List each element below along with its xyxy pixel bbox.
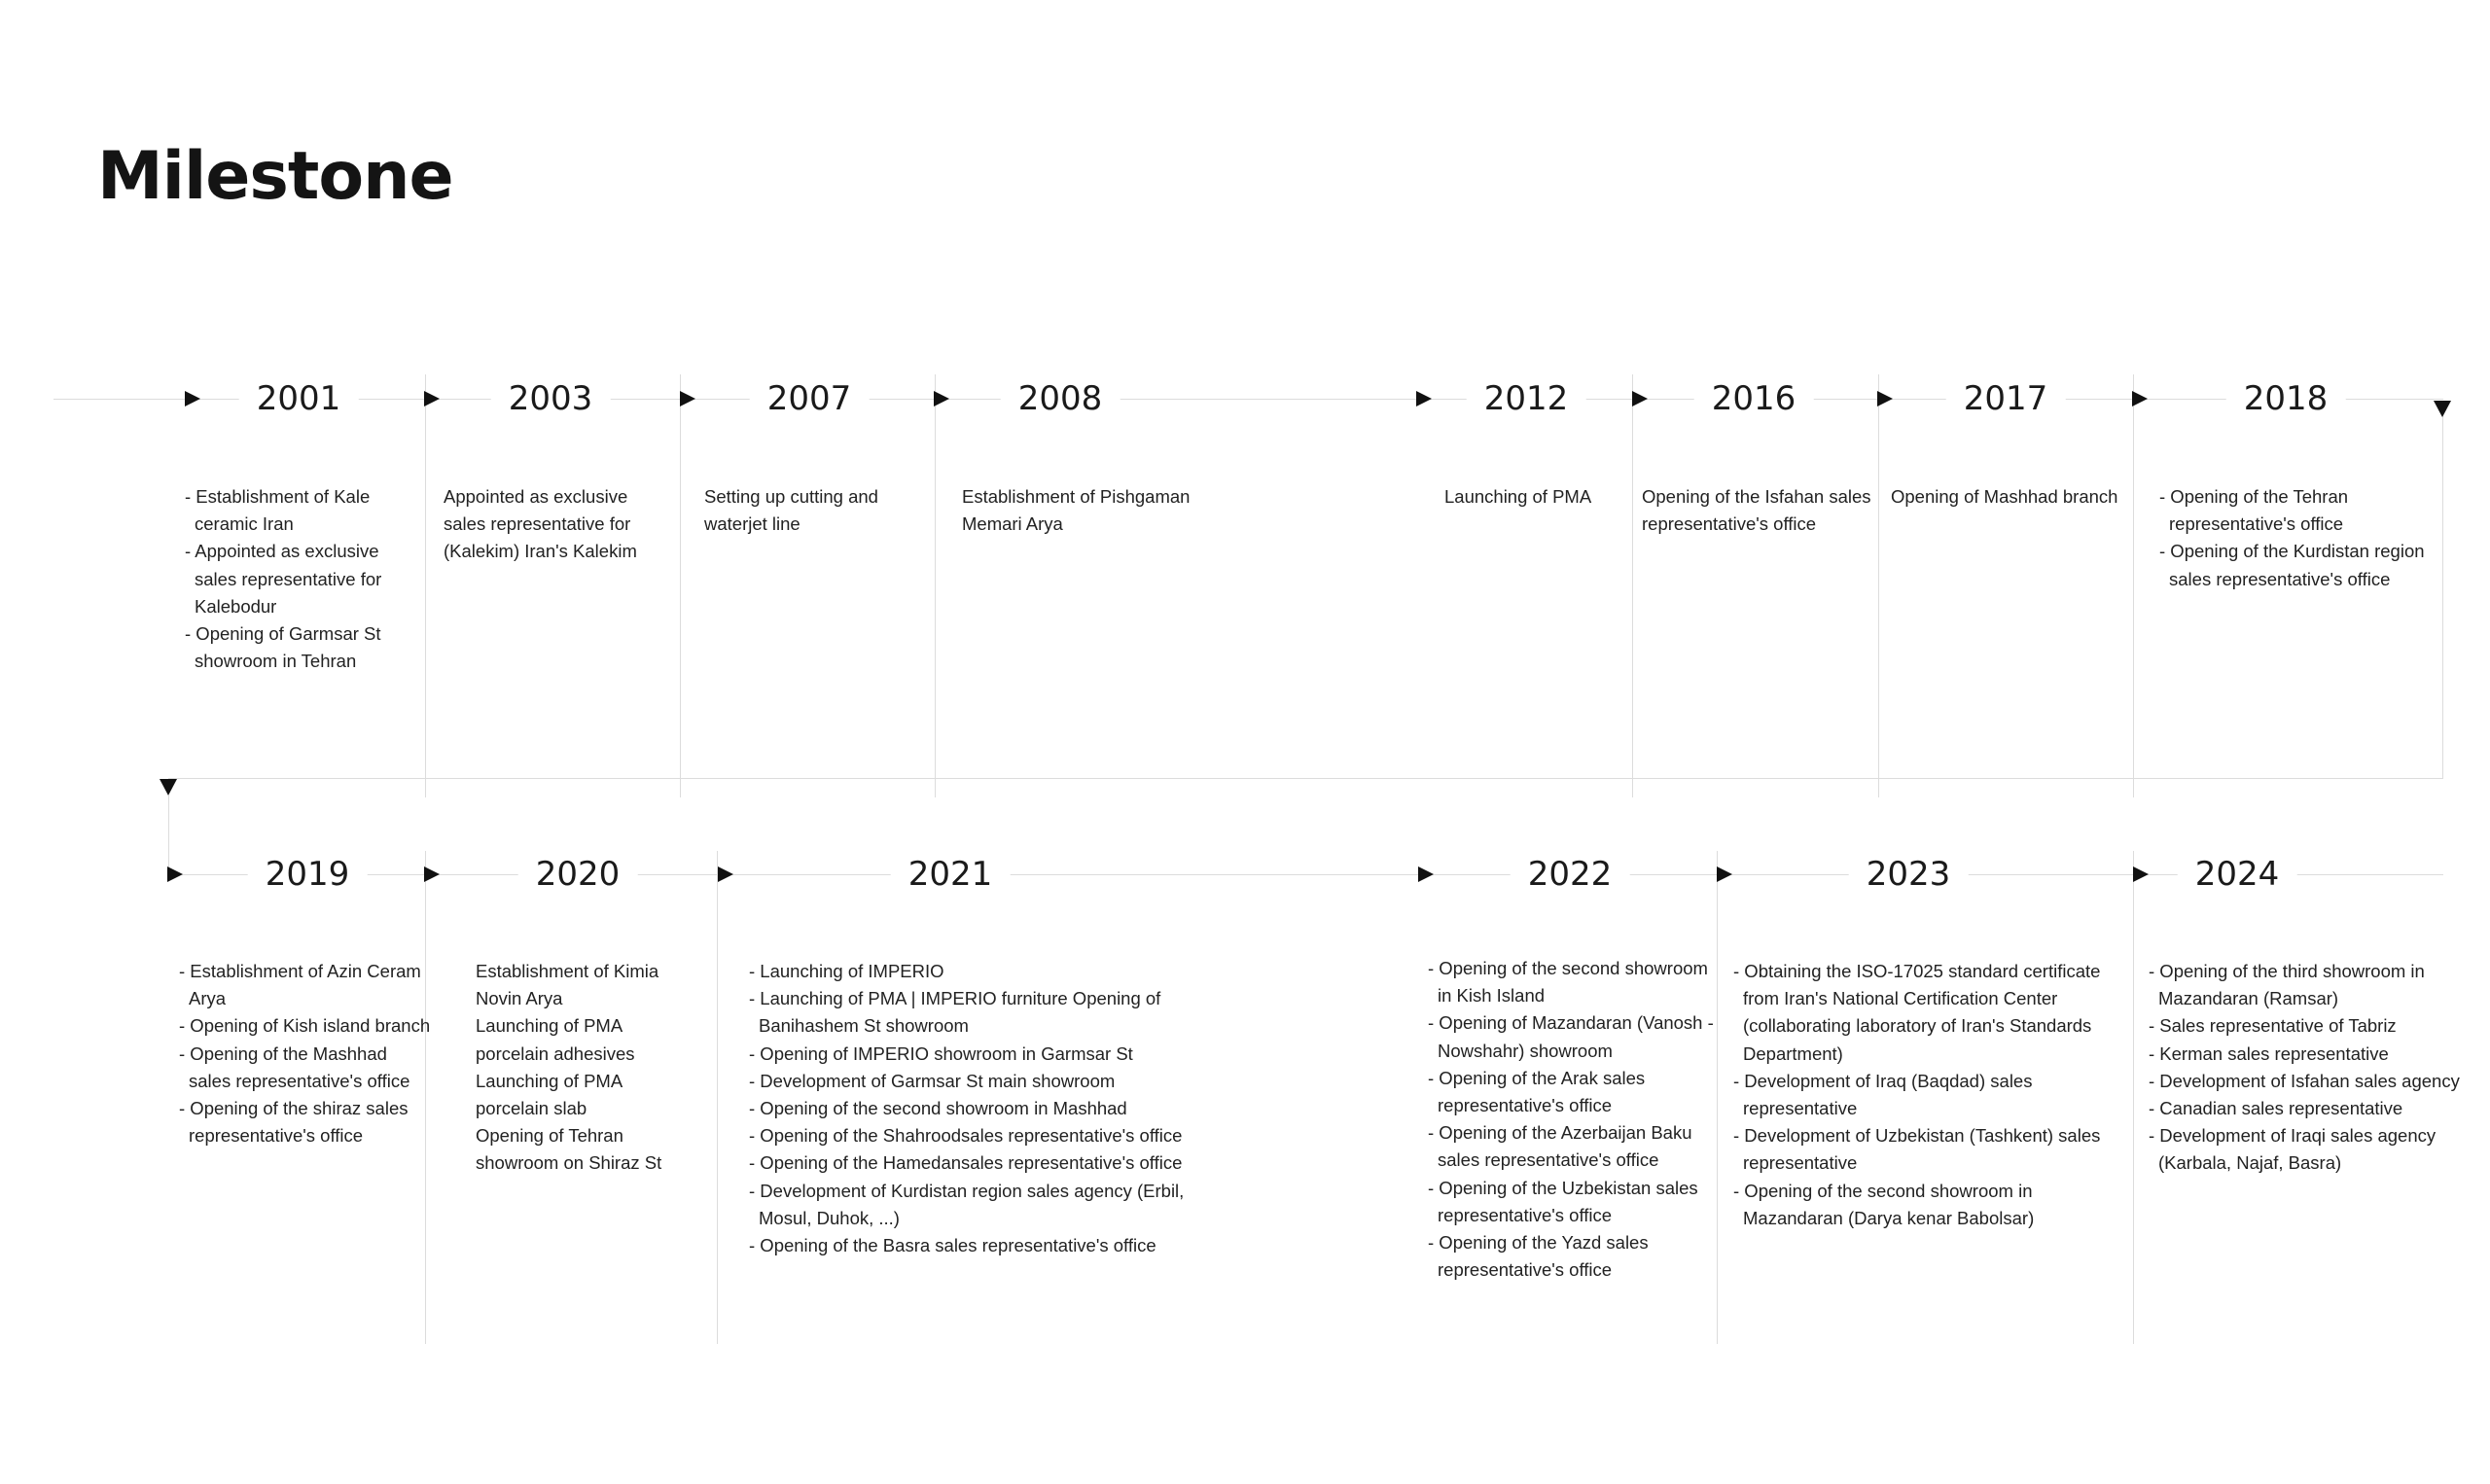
- milestone-item: - Opening of the Hamedansales representative's office: [749, 1152, 1183, 1174]
- milestone-item: - Launching of IMPERIO: [749, 961, 944, 981]
- milestone-item: - Kerman sales representative: [2149, 1042, 2389, 1064]
- milestone-item: - Appointed as exclusive sales representative for Kalebodur: [185, 541, 382, 617]
- arrow-right-icon: [167, 866, 183, 882]
- milestone-item: - Development of Garmsar St main showroom: [749, 1070, 1116, 1091]
- year-label: 2020: [518, 855, 638, 894]
- arrow-right-icon: [934, 391, 949, 406]
- year-label: 2003: [491, 379, 611, 418]
- milestone-item: - Opening of Garmsar St showroom in Tehran: [185, 623, 381, 672]
- milestone-item: - Opening of the Kurdistan region sales representative's office: [2159, 541, 2425, 589]
- year-label: 2012: [1467, 379, 1586, 418]
- milestone-list: [476, 958, 690, 1178]
- arrow-down-icon: [2434, 401, 2451, 417]
- year-label: 2021: [891, 855, 1011, 894]
- milestone-item: - Development of Iraqi sales agency (Karbala, Najaf, Basra): [2149, 1125, 2437, 1174]
- arrow-right-icon: [2133, 866, 2149, 882]
- milestone-item: - Opening of the Mashhad sales representative's office: [179, 1042, 410, 1091]
- milestone-item: Establishment of Kimia Novin Arya: [476, 961, 659, 1009]
- milestone-item: - Opening of the third showroom in Mazandaran (Ramsar): [2149, 961, 2425, 1009]
- milestone-list: [179, 958, 432, 1149]
- milestone-list: [1891, 483, 2134, 511]
- year-label: 2023: [1849, 855, 1969, 894]
- milestone-item: Opening of Mashhad branch: [1891, 486, 2118, 507]
- year-divider: [2133, 374, 2134, 797]
- year-label: 2022: [1511, 855, 1630, 894]
- year-label: 2016: [1694, 379, 1814, 418]
- year-divider: [1878, 374, 1879, 797]
- milestone-item: Opening of the Isfahan sales representative's office: [1642, 486, 1871, 535]
- milestone-list: [749, 958, 1226, 1259]
- arrow-right-icon: [1418, 866, 1434, 882]
- arrow-right-icon: [1877, 391, 1893, 406]
- arrow-right-icon: [424, 866, 440, 882]
- milestone-item: - Development of Kurdistan region sales agency (Erbil, Mosul, Duhok, ...): [749, 1180, 1185, 1228]
- year-label: 2008: [1001, 379, 1120, 418]
- milestone-item: - Opening of the second showroom in Kish Island: [1428, 958, 1708, 1007]
- year-divider: [1632, 374, 1633, 797]
- milestone-item: Launching of PMA: [1444, 486, 1592, 507]
- milestone-list: [1642, 483, 1875, 538]
- milestone-item: - Opening of IMPERIO showroom in Garmsar St: [749, 1042, 1133, 1064]
- milestone-item: - Sales representative of Tabriz: [2149, 1015, 2397, 1037]
- milestone-item: - Opening of Kish island branch: [179, 1015, 431, 1037]
- milestone-item: - Opening of Mazandaran (Vanosh - Nowshahr) showroom: [1428, 1012, 1714, 1061]
- year-label: 2017: [1946, 379, 2066, 418]
- milestone-list: [444, 483, 667, 566]
- arrow-right-icon: [718, 866, 733, 882]
- year-divider: [680, 374, 681, 797]
- year-label: 2024: [2178, 855, 2297, 894]
- year-divider: [717, 851, 718, 1344]
- arrow-right-icon: [1717, 866, 1732, 882]
- milestone-item: - Development of Iraq (Baqdad) sales representative: [1733, 1070, 2033, 1119]
- arrow-right-icon: [2132, 391, 2148, 406]
- year-divider: [935, 374, 936, 797]
- milestone-item: - Opening of the Tehran representative's office: [2159, 486, 2349, 535]
- milestone-item: - Development of Uzbekistan (Tashkent) sales representative: [1733, 1125, 2101, 1174]
- milestone-item: Launching of PMA porcelain slab: [476, 1070, 622, 1119]
- milestone-item: - Opening of the second showroom in Mashhad: [749, 1098, 1127, 1119]
- timeline-connector-bottom: [168, 778, 2443, 779]
- milestone-item: - Opening of the shiraz sales representative's office: [179, 1098, 409, 1147]
- arrow-right-icon: [424, 391, 440, 406]
- milestone-item: - Opening of the Basra sales representative's office: [749, 1235, 1156, 1256]
- milestone-item: Appointed as exclusive sales representative for (Kalekim) Iran's Kalekim: [444, 486, 637, 562]
- milestone-list: [1428, 955, 1720, 1284]
- milestone-list: [2159, 483, 2461, 593]
- milestone-item: Opening of Tehran showroom on Shiraz St: [476, 1125, 662, 1174]
- year-label: 2018: [2226, 379, 2346, 418]
- milestone-list: [1444, 483, 1639, 511]
- milestone-list: [962, 483, 1215, 538]
- milestone-list: [185, 483, 418, 675]
- arrow-right-icon: [185, 391, 200, 406]
- milestone-item: - Opening of the Yazd sales representative's office: [1428, 1232, 1649, 1281]
- year-label: 2007: [750, 379, 870, 418]
- milestone-list: [2149, 958, 2479, 1178]
- milestone-item: Launching of PMA porcelain adhesives: [476, 1015, 635, 1064]
- milestone-item: Setting up cutting and waterjet line: [704, 486, 878, 535]
- year-divider: [425, 374, 426, 797]
- milestone-item: Establishment of Pishgaman Memari Arya: [962, 486, 1191, 535]
- milestone-item: - Opening of the Uzbekistan sales representative's office: [1428, 1177, 1698, 1225]
- year-divider: [2133, 851, 2134, 1344]
- timeline-line-row-2: [168, 874, 2443, 875]
- milestone-item: - Obtaining the ISO-17025 standard certificate from Iran's National Certification Center (collaborating laboratory of Iran's Standards Department): [1733, 961, 2101, 1064]
- page-title: Milestone: [97, 138, 453, 215]
- milestone-item: - Opening of the Shahroodsales representative's office: [749, 1125, 1183, 1147]
- year-label: 2001: [239, 379, 359, 418]
- timeline-connector-left: [168, 795, 169, 874]
- milestone-item: - Development of Isfahan sales agency: [2149, 1070, 2460, 1091]
- milestone-item: - Launching of PMA | IMPERIO furniture Opening of Banihashem St showroom: [749, 988, 1161, 1037]
- arrow-down-icon: [160, 779, 177, 795]
- milestone-item: - Opening of the Arak sales representative's office: [1428, 1067, 1646, 1116]
- milestone-item: - Opening of the second showroom in Mazandaran (Darya kenar Babolsar): [1733, 1180, 2035, 1228]
- milestone-list: [1733, 958, 2132, 1232]
- year-label: 2019: [248, 855, 368, 894]
- milestone-item: - Establishment of Kale ceramic Iran: [185, 486, 371, 535]
- timeline-line-row-1: [53, 399, 2443, 400]
- milestone-item: - Opening of the Azerbaijan Baku sales representative's office: [1428, 1122, 1692, 1171]
- milestone-item: - Canadian sales representative: [2149, 1098, 2403, 1119]
- arrow-right-icon: [1632, 391, 1648, 406]
- arrow-right-icon: [1416, 391, 1432, 406]
- arrow-right-icon: [680, 391, 695, 406]
- milestone-list: [704, 483, 928, 538]
- milestone-item: - Establishment of Azin Ceram Arya: [179, 961, 421, 1009]
